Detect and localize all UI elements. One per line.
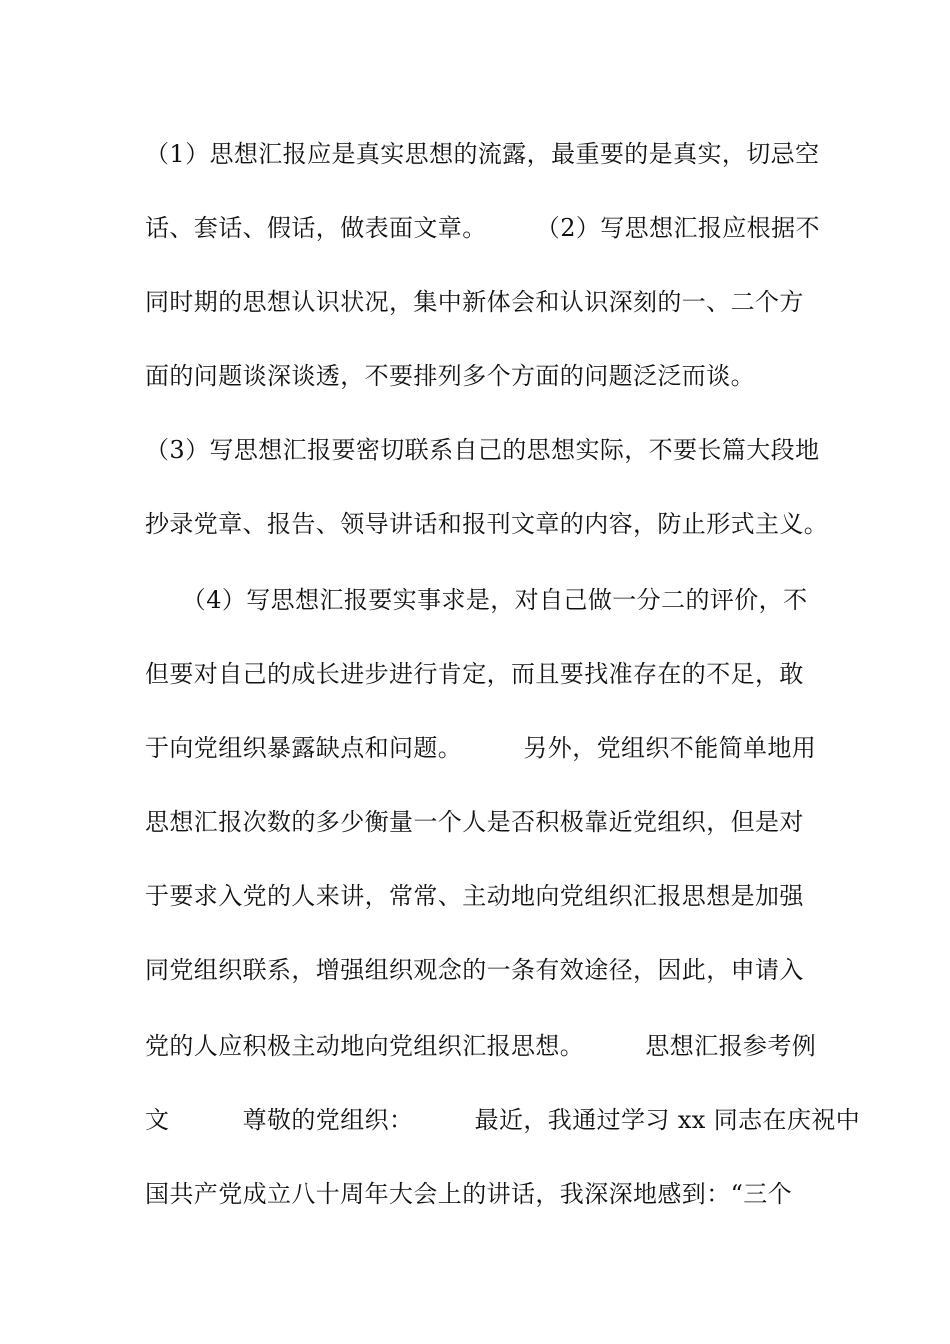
text-line-8: 但要对自己的成长进步进行肯定，而且要找准存在的不足，敢 [145,660,804,688]
text-line-9: 于向党组织暴露缺点和问题。 另外，党组织不能简单地用 [145,734,817,762]
text-line-13: 党的人应积极主动地向党组织汇报思想。 思想汇报参考例 [145,1032,817,1060]
text-line-5: （3）写思想汇报要密切联系自己的思想实际，不要长篇大段地 [145,436,820,464]
text-line-11: 于要求入党的人来讲，常常、主动地向党组织汇报思想是加强 [145,882,804,910]
text-line-12: 同党组织联系，增强组织观念的一条有效途径，因此，申请入 [145,956,804,984]
text-line-6: 抄录党章、报告、领导讲话和报刊文章的内容，防止形式主义。 [145,510,829,538]
text-line-14: 文 尊敬的党组织： 最近，我通过学习 xx 同志在庆祝中 [145,1106,861,1134]
text-line-1: （1）思想汇报应是真实思想的流露，最重要的是真实，切忌空 [145,140,820,168]
text-line-7: （4）写思想汇报要实事求是，对自己做一分二的评价，不 [145,586,808,614]
text-line-15: 国共产党成立八十周年大会上的讲话，我深深地感到：“三个 [145,1180,793,1208]
text-line-2: 话、套话、假话，做表面文章。 （2）写思想汇报应根据不 [145,214,820,242]
text-line-4: 面的问题谈深谈透，不要排列多个方面的问题泛泛而谈。 [145,362,755,390]
text-line-3: 同时期的思想认识状况，集中新体会和认识深刻的一、二个方 [145,288,804,316]
text-line-10: 思想汇报次数的多少衡量一个人是否积极靠近党组织，但是对 [145,808,804,836]
